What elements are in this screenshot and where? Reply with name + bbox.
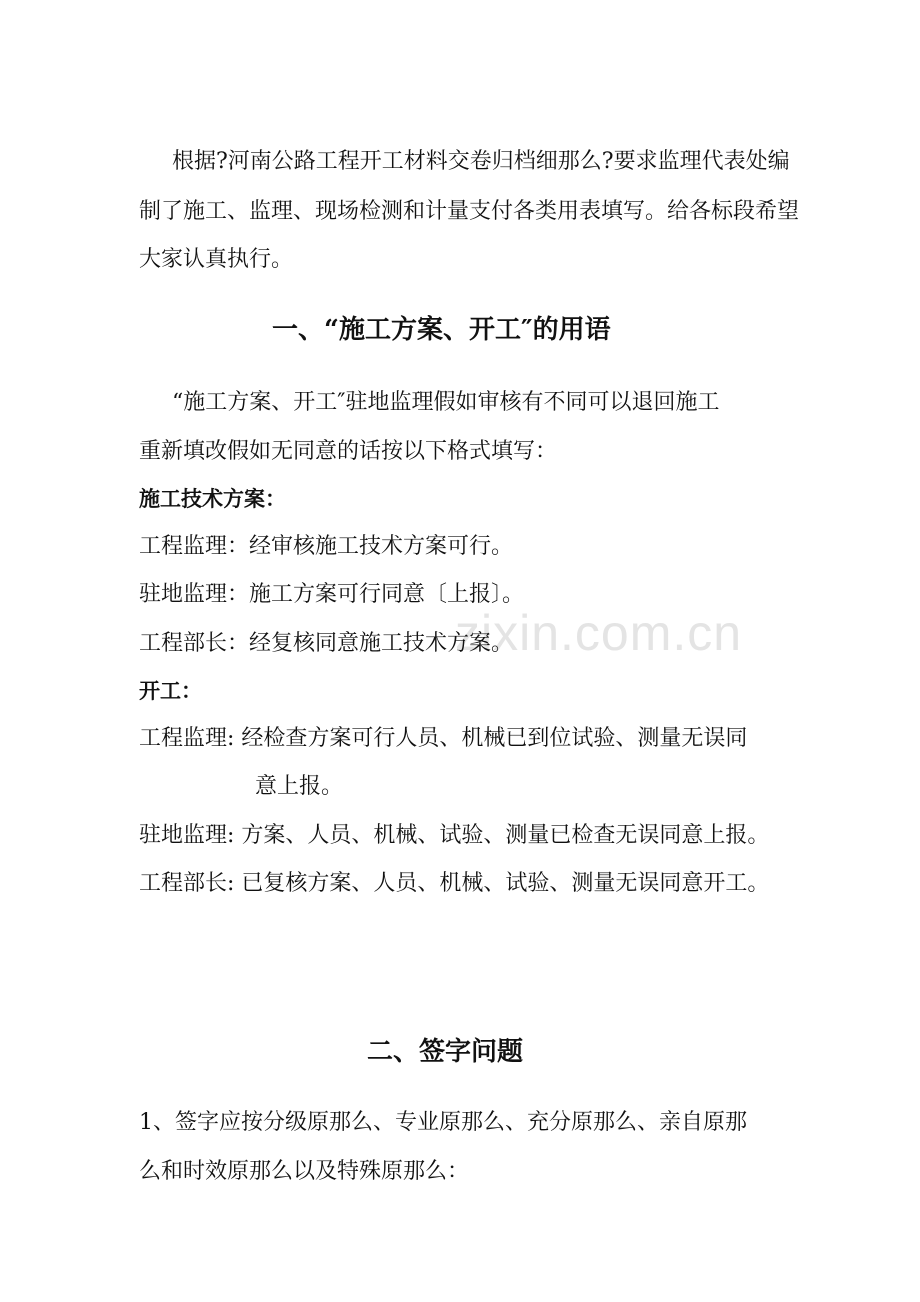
- tech-plan-row-engineer: 工程监理：经审核施工技术方案可行。: [139, 534, 514, 559]
- section-2-item-1-line-1: 1、签字应按分级原那么、专业原那么、充分原那么、亲自原那: [139, 1110, 747, 1135]
- start-heading: 开工：: [139, 678, 202, 703]
- watermark: zixin.com.cn: [455, 605, 743, 661]
- tech-plan-heading: 施工技术方案：: [139, 486, 286, 511]
- intro-line-2: 制了施工、监理、现场检测和计量支付各类用表填写。给各标段希望: [139, 199, 800, 224]
- intro-line-3: 大家认真执行。: [139, 247, 294, 272]
- tech-plan-row-resident: 驻地监理：施工方案可行同意〔上报〕。: [139, 582, 525, 607]
- tech-plan-row-minister: 工程部长：经复核同意施工技术方案。: [139, 631, 514, 656]
- intro-line-1: 根据?河南公路工程开工材料交卷归档细那么?要求监理代表处编: [172, 149, 790, 174]
- start-row-engineer-line-2: 意上报。: [255, 774, 344, 799]
- start-row-engineer-line-1: 工程监理: 经检查方案可行人员、机械已到位试验、测量无误同: [139, 726, 748, 751]
- section-2-item-1-line-2: 么和时效原那么以及特殊原那么：: [139, 1159, 470, 1184]
- start-row-minister: 工程部长: 已复核方案、人员、机械、试验、测量无误同意开工。: [139, 871, 770, 896]
- section-1-para-line-1: “施工方案、开工″驻地监理假如审核有不同可以退回施工: [172, 390, 720, 415]
- start-row-resident: 驻地监理: 方案、人员、机械、试验、测量已检查无误同意上报。: [139, 823, 770, 848]
- section-1-para-line-2: 重新填改假如无同意的话按以下格式填写：: [139, 439, 558, 464]
- section-2-title: 二、签字问题: [367, 1037, 524, 1067]
- section-1-title: 一、“施工方案、开工″的用语: [272, 315, 611, 345]
